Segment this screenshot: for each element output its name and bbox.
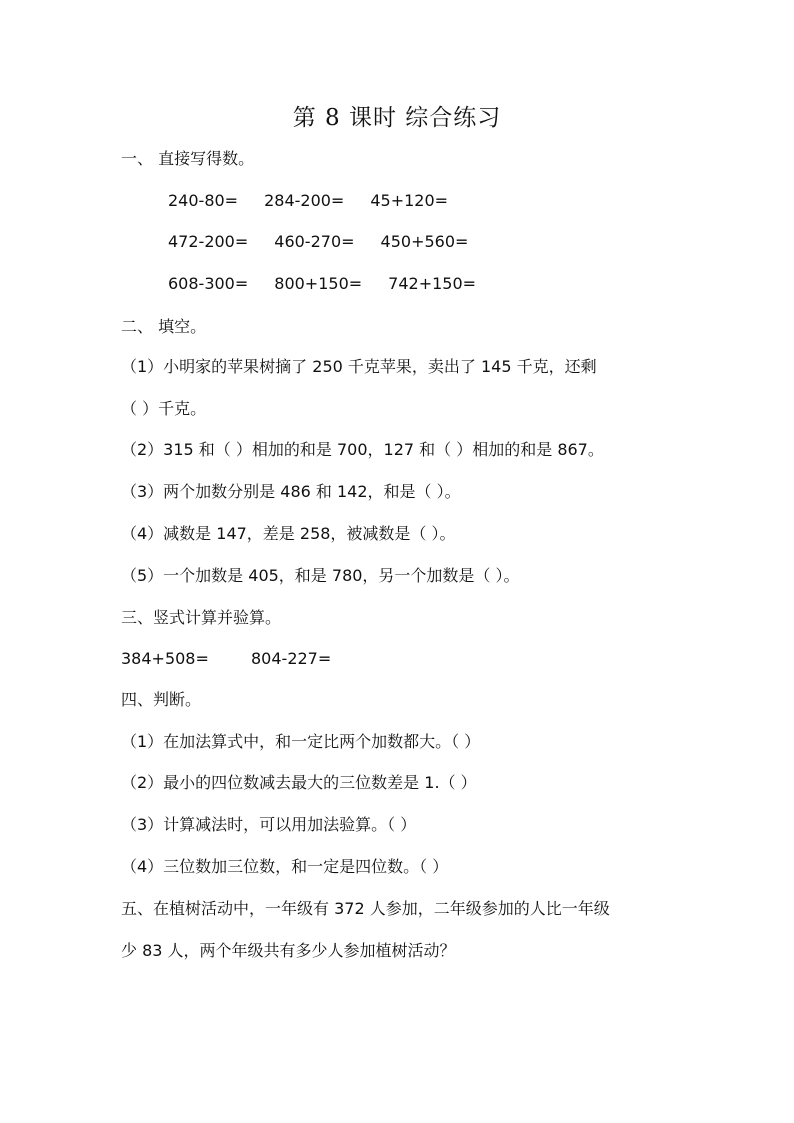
calc-item: 240-80= bbox=[168, 191, 239, 210]
page-title: 第 8 课时 综合练习 bbox=[292, 105, 502, 131]
judge-item-1: （1）在加法算式中，和一定比两个加数都大。（ ） bbox=[121, 732, 481, 751]
fill-item-3: （3）两个加数分别是 486 和 142，和是（ ）。 bbox=[121, 482, 461, 501]
calc-item: 45+120= bbox=[370, 191, 449, 210]
judge-item-4: （4）三位数加三位数，和一定是四位数。（ ） bbox=[121, 857, 449, 876]
vertical-calc-expr-2: 804-227= bbox=[251, 649, 332, 668]
section-3-heading: 三、竖式计算并验算。 bbox=[121, 608, 282, 627]
section-1-heading: 一、 直接写得数。 bbox=[121, 149, 255, 168]
judge-item-2: （2）最小的四位数减去最大的三位数差是 1.（ ） bbox=[121, 773, 477, 792]
calc-row-1 bbox=[168, 191, 474, 211]
calc-item: 800+150= bbox=[274, 274, 363, 293]
calc-row-2 bbox=[168, 232, 494, 252]
calc-item: 472-200= bbox=[168, 232, 249, 251]
fill-item-5: （5）一个加数是 405，和是 780，另一个加数是（ ）。 bbox=[121, 566, 520, 585]
fill-item-1: （1）小明家的苹果树摘了 250 千克苹果，卖出了 145 千克，还剩 bbox=[121, 357, 597, 376]
vertical-calc-expr-1: 384+508= bbox=[121, 649, 209, 668]
calc-item: 742+150= bbox=[388, 274, 477, 293]
fill-item-2: （2）315 和（ ）相加的和是 700，127 和（ ）相加的和是 867。 bbox=[121, 440, 604, 459]
word-problem-line-2: 少 83 人，两个年级共有多少人参加植树活动？ bbox=[121, 941, 456, 960]
calc-item: 284-200= bbox=[264, 191, 345, 210]
section-4-heading: 四、判断。 bbox=[121, 690, 202, 709]
judge-item-3: （3）计算减法时，可以用加法验算。（ ） bbox=[121, 815, 417, 834]
fill-item-1-cont: （ ）千克。 bbox=[121, 399, 207, 418]
word-problem-line-1: 五、在植树活动中，一年级有 372 人参加，二年级参加的人比一年级 bbox=[121, 899, 610, 918]
calc-item: 608-300= bbox=[168, 274, 249, 293]
calc-item: 460-270= bbox=[274, 232, 355, 251]
calc-item: 450+560= bbox=[380, 232, 469, 251]
fill-item-4: （4）减数是 147，差是 258，被减数是（ ）。 bbox=[121, 524, 456, 543]
calc-row-3 bbox=[168, 274, 502, 294]
section-2-heading: 二、 填空。 bbox=[121, 317, 207, 336]
